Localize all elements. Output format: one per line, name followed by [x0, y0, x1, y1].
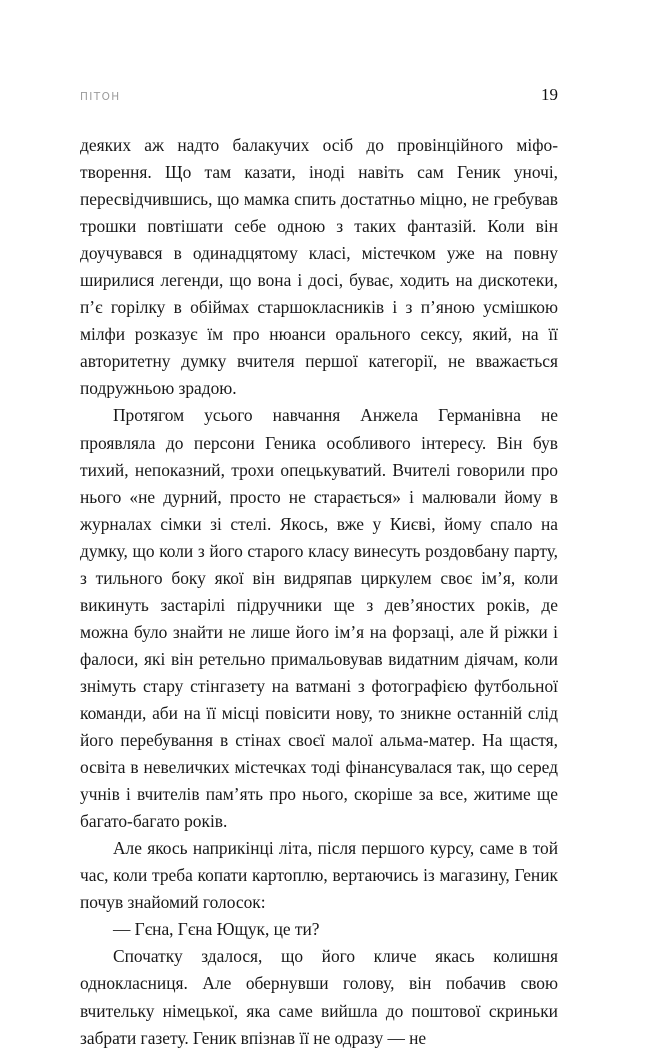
running-head-title: ПІТОН — [80, 91, 121, 103]
body-text-block — [80, 132, 558, 1052]
paragraph: Протягом усього навчання Анжела Германівна не проявляла до персони Геника особливого інтересу. Він був тихий, непоказний, трохи опецькуватий. Вчителі говорили про нього «не дурний, просто не старається» і малювали йому в журналах сімки зі стелі. Якось, вже у Києві, йому спало на думку, що коли з його старого класу винесуть роздовбану парту, з тильного боку якої він видряпав циркулем своє ім’я, коли викинуть застарілі підручники ще з дев’яностих років, де можна було знайти не лише його ім’я на форзаці, але й ріжки і фалоси, які він ретельно примальовував видатним діячам, коли знімуть стару стінгазету на ватмані з фотографією футбольної команди, аби на її місці повісити нову, то зникне останній слід його перебування в стінах своєї малої альма-матер. На щастя, освіта в невеличких містечках тоді фінансувалася так, що серед учнів і вчителів пам’ять про нього, скоріше за все, житиме ще багато-багато років. — [80, 405, 558, 832]
paragraph: Але якось наприкінці літа, після першого курсу, саме в той час, коли треба копати картоплю, вертаючись із магазину, Геник почув знайомий голосок: — [80, 838, 558, 913]
paragraph: Спочатку здалося, що його кличе якась колишня однокласниця. Але обернувши голову, він побачив свою вчительку німецької, яка саме вийшла до поштової скриньки забрати газету. Геник впізнав її не одразу — не — [80, 946, 558, 1048]
page-running-header — [80, 86, 558, 110]
paragraph: деяких аж надто балакучих осіб до провінційного міфотворення. Що там казати, іноді навіть сам Геник уночі, пересвідчившись, що мамка спить достатньо міцно, не гребував трошки повтішати себе одною з таких фантазій. Коли він доучувався в одинадцятому класі, містечком уже на повну ширилися легенди, що вона і досі, буває, ходить на дискотеки, п’є горілку в обіймах старшокласників і з п’яною усмішкою мілфи розказує їм про нюанси орального сексу, який, на її авторитетну думку вчителя першої категорії, не вважається подружньою зрадою. — [80, 135, 558, 399]
dialogue-line: — Гєна, Гєна Ющук, це ти? — [113, 919, 320, 940]
page-number: 19 — [541, 85, 558, 104]
